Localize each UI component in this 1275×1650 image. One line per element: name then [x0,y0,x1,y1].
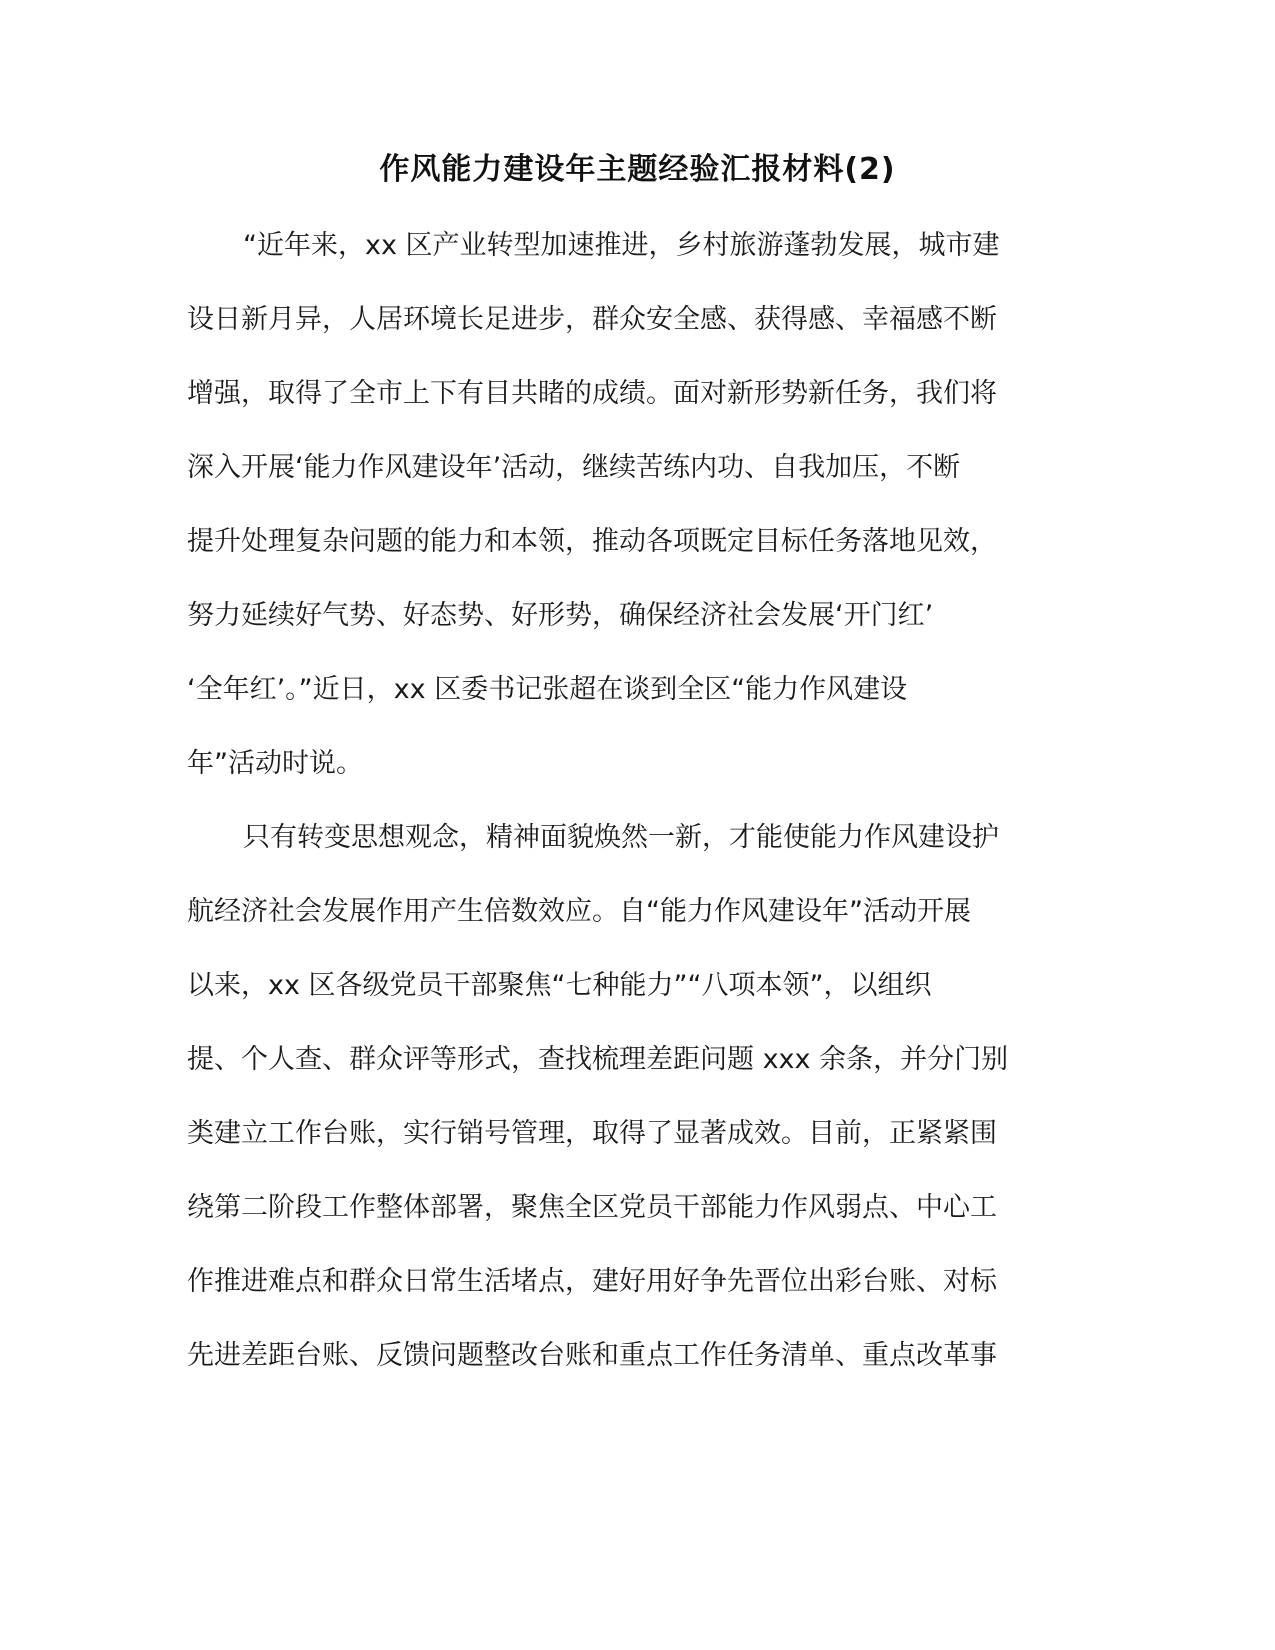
paragraph-1-line-7: ‘全年红’。”近日，xx 区委书记张超在谈到全区“能力作风建设 [187,674,908,705]
paragraph-2-line-2: 航经济社会发展作用产生倍数效应。自“能力作风建设年”活动开展 [187,896,971,927]
paragraph-1-line-2: 设日新月异，人居环境长足进步，群众安全感、获得感、幸福感不断 [187,304,997,335]
paragraph-1-line-4: 深入开展‘能力作风建设年’活动，继续苦练内功、自我加压，不断 [187,452,961,483]
paragraph-1-line-5: 提升处理复杂问题的能力和本领，推动各项既定目标任务落地见效， [187,526,997,557]
paragraph-2-line-5: 类建立工作台账，实行销号管理，取得了显著成效。目前，正紧紧围 [187,1118,997,1149]
paragraph-1-line-8: 年”活动时说。 [187,748,363,779]
paragraph-1-line-1: “近年来，xx 区产业转型加速推进，乡村旅游蓬勃发展，城市建 [243,230,1000,261]
paragraph-1-line-3: 增强，取得了全市上下有目共睹的成绩。面对新形势新任务，我们将 [187,378,997,409]
paragraph-2-line-3: 以来，xx 区各级党员干部聚焦“七种能力”“八项本领”，以组织 [187,970,932,1001]
paragraph-2-line-1: 只有转变思想观念，精神面貌焕然一新，才能使能力作风建设护 [243,822,999,853]
paragraph-2-line-4: 提、个人查、群众评等形式，查找梳理差距问题 xxx 余条，并分门别 [187,1044,1009,1075]
document-title: 作风能力建设年主题经验汇报材料(2) [379,152,896,187]
paragraph-2-line-7: 作推进难点和群众日常生活堵点，建好用好争先晋位出彩台账、对标 [187,1266,997,1297]
paragraph-2-line-8: 先进差距台账、反馈问题整改台账和重点工作任务清单、重点改革事 [187,1340,997,1371]
paragraph-2-line-6: 绕第二阶段工作整体部署，聚焦全区党员干部能力作风弱点、中心工 [187,1192,997,1223]
paragraph-1-line-6: 努力延续好气势、好态势、好形势，确保经济社会发展‘开门红’ [187,600,934,631]
